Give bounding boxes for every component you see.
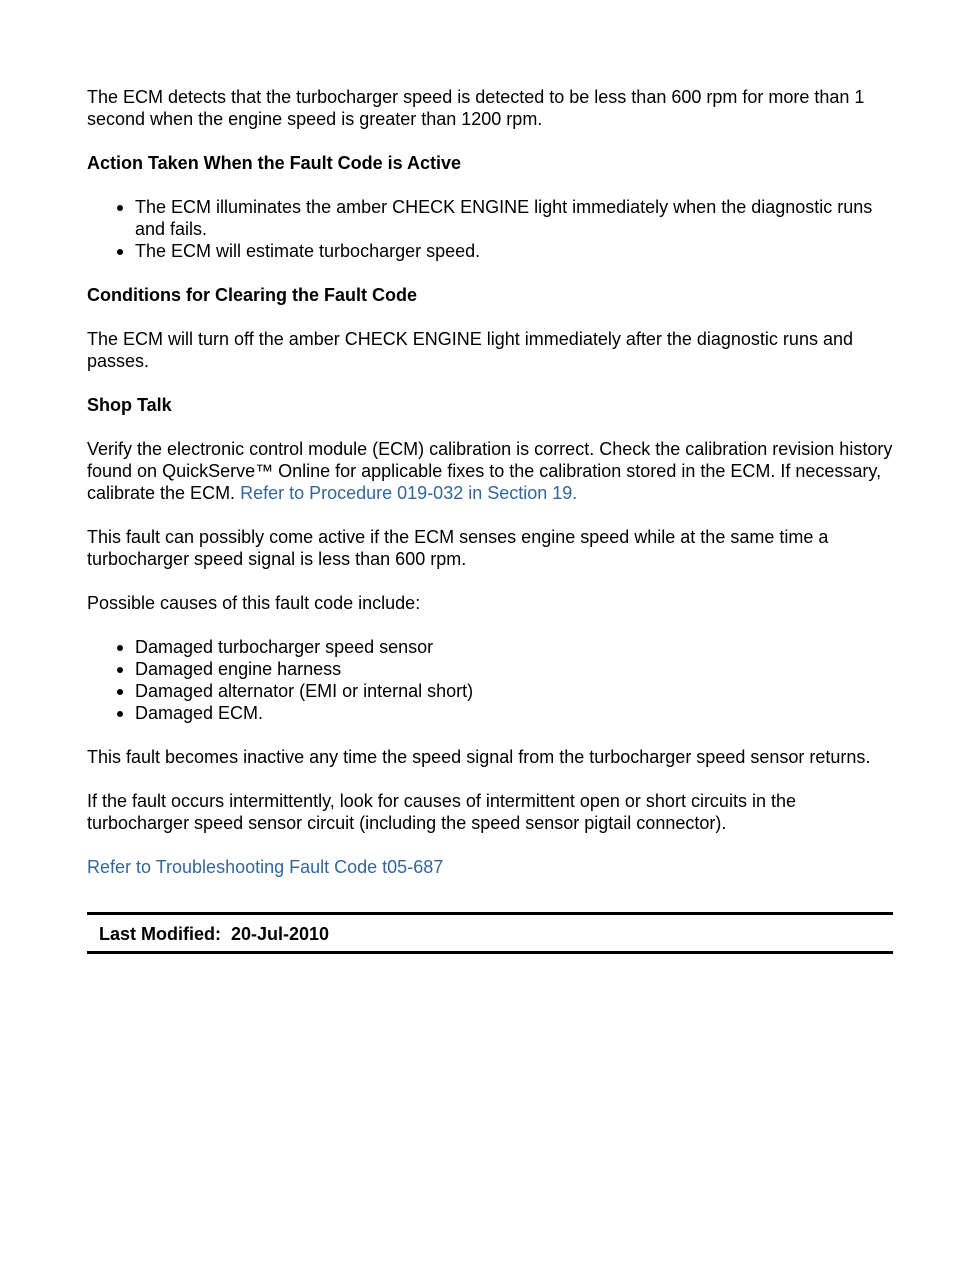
- action-heading: Action Taken When the Fault Code is Active: [87, 153, 462, 173]
- shop-talk-paragraph: [87, 438, 893, 504]
- shop-talk-text: Verify the electronic control module (ECM) calibration is correct. Check the calibration revision history found on QuickServe™ Online for applicable fixes to the calibration stored in the ECM. If necessary, calibrate the ECM.: [87, 439, 893, 503]
- intermittent-paragraph: If the fault occurs intermittently, look for causes of intermittent open or short circuits in the turbocharger speed sensor circuit (including the speed sensor pigtail connector).: [87, 791, 796, 833]
- intro-paragraph: The ECM detects that the turbocharger speed is detected to be less than 600 rpm for more than 1 second when the engine speed is greater than 1200 rpm.: [87, 87, 865, 129]
- footer-bar: [87, 912, 893, 954]
- list-item: Damaged engine harness: [135, 658, 893, 680]
- causes-list: [87, 636, 893, 724]
- list-item: The ECM illuminates the amber CHECK ENGINE light immediately when the diagnostic runs and fails.: [135, 196, 893, 240]
- troubleshooting-link[interactable]: Refer to Troubleshooting Fault Code t05-687: [87, 857, 444, 877]
- document-body: [87, 86, 893, 900]
- list-item: Damaged ECM.: [135, 702, 893, 724]
- list-item: Damaged alternator (EMI or internal short): [135, 680, 893, 702]
- shop-talk-paragraph-2: This fault can possibly come active if the ECM senses engine speed while at the same time a turbocharger speed signal is less than 600 rpm.: [87, 527, 829, 569]
- procedure-link[interactable]: Refer to Procedure 019-032 in Section 19.: [240, 483, 578, 503]
- list-item: The ECM will estimate turbocharger speed.: [135, 240, 893, 262]
- last-modified: Last Modified: 20-Jul-2010: [99, 924, 330, 944]
- troubleshooting-paragraph: [87, 856, 893, 878]
- inactive-paragraph: This fault becomes inactive any time the speed signal from the turbocharger speed sensor returns.: [87, 747, 871, 767]
- action-list: [87, 196, 893, 262]
- causes-intro: Possible causes of this fault code include:: [87, 593, 421, 613]
- list-item: Damaged turbocharger speed sensor: [135, 636, 893, 658]
- clearing-heading: Conditions for Clearing the Fault Code: [87, 285, 417, 305]
- shop-talk-heading: Shop Talk: [87, 395, 172, 415]
- clearing-paragraph: The ECM will turn off the amber CHECK ENGINE light immediately after the diagnostic runs and passes.: [87, 329, 853, 371]
